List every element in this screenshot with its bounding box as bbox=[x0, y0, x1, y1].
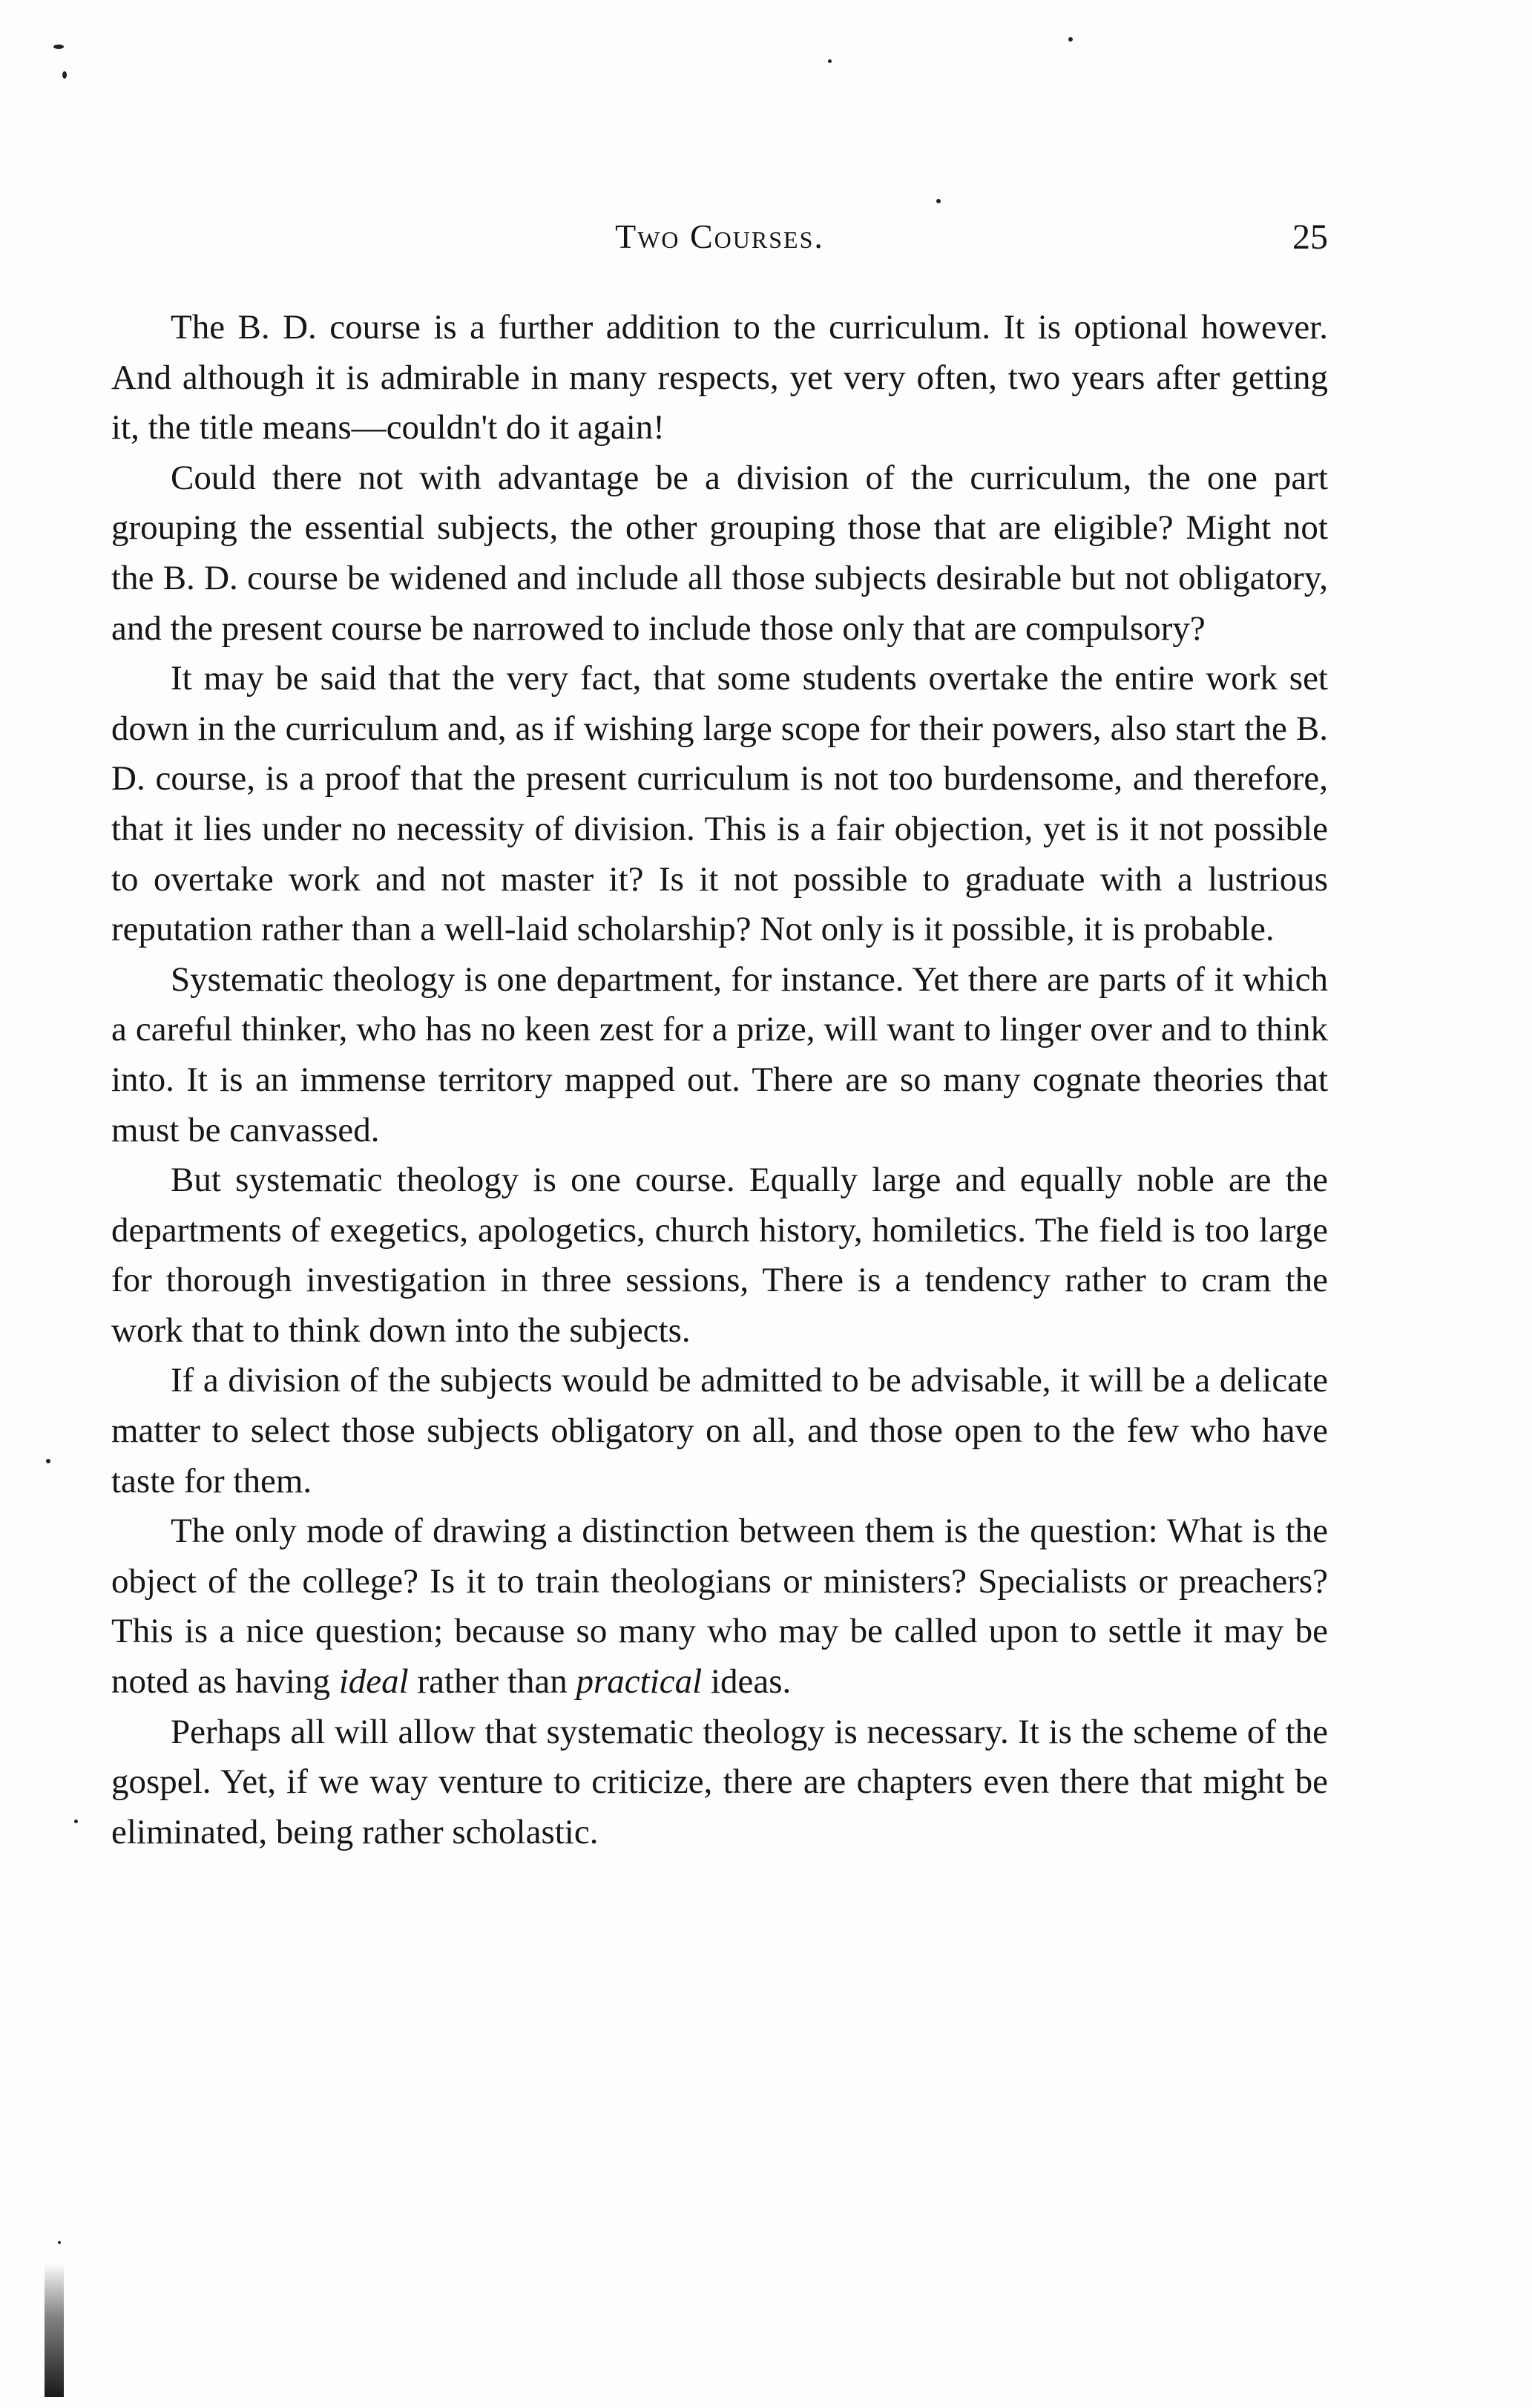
running-title: Two Courses. bbox=[615, 217, 824, 255]
emphasis-ideal: ideal bbox=[338, 1662, 409, 1702]
binding-edge-mark bbox=[45, 2263, 64, 2397]
paragraph: Perhaps all will allow that systematic theology is necessary. It is the scheme of the gospel. Yet, if we way venture to criticize, there are chapters even there that might be eliminated, being rather scholastic. bbox=[111, 1712, 1328, 1851]
body-text bbox=[111, 303, 1328, 1857]
paragraph: Systematic theology is one department, for instance. Yet there are parts of it which a careful thinker, who has no keen zest for a prize, will want to linger over and to think into. It is an immense territory mapped out. There are so many cognate theories that must be canvassed. bbox=[111, 959, 1328, 1149]
paragraph: It may be said that the very fact, that some students overtake the entire work set down in the curriculum and, as if wishing large scope for their powers, also start the B. D. course, is a proof that the present curriculum is not too burdensome, and therefore, that it lies under no necessity of division. This is a fair objection, yet is it not possible to overtake work and not master it? Is it not possible to graduate with a lustrious reputation rather than a well-laid scholarship? Not only is it possible, it is probable. bbox=[111, 659, 1328, 949]
paragraph: If a division of the subjects would be admitted to be advisable, it will be a delicate matter to select those subjects obligatory on all, and those open to the few who have taste for them. bbox=[111, 1361, 1328, 1500]
paragraph: Could there not with advantage be a division of the curriculum, the one part grouping the essential subjects, the other grouping those that are eligible? Might not the B. D. course be widened and include all those subjects desirable but not obligatory, and the present course be narrowed to include those only that are compulsory? bbox=[111, 458, 1328, 648]
paragraph: But systematic theology is one course. Equally large and equally noble are the departments of exegetics, apologetics, church history, homiletics. The field is too large for thorough investigation in three sessions, There is a tendency rather to cram the work that to think down into the subjects. bbox=[111, 1161, 1328, 1350]
paragraph bbox=[111, 1506, 1328, 1707]
paragraph-text: The only mode of drawing a distinction between them is the question: What is the object of the college? Is it to train theologians or ministers? Specialists or preachers? This is a nice question; because so many who may be called upon to settle it may be noted as having bbox=[111, 1512, 1328, 1702]
emphasis-practical: practical bbox=[576, 1662, 703, 1702]
paragraph-text: rather than bbox=[408, 1662, 576, 1702]
paragraph-text: ideas. bbox=[702, 1662, 792, 1702]
page-number: 25 bbox=[1292, 217, 1328, 257]
running-header bbox=[111, 217, 1328, 261]
paragraph: The B. D. course is a further addition to the curriculum. It is optional however. And although it is admirable in many respects, yet very often, two years after getting it, the title means—couldn't do it again! bbox=[111, 308, 1328, 447]
